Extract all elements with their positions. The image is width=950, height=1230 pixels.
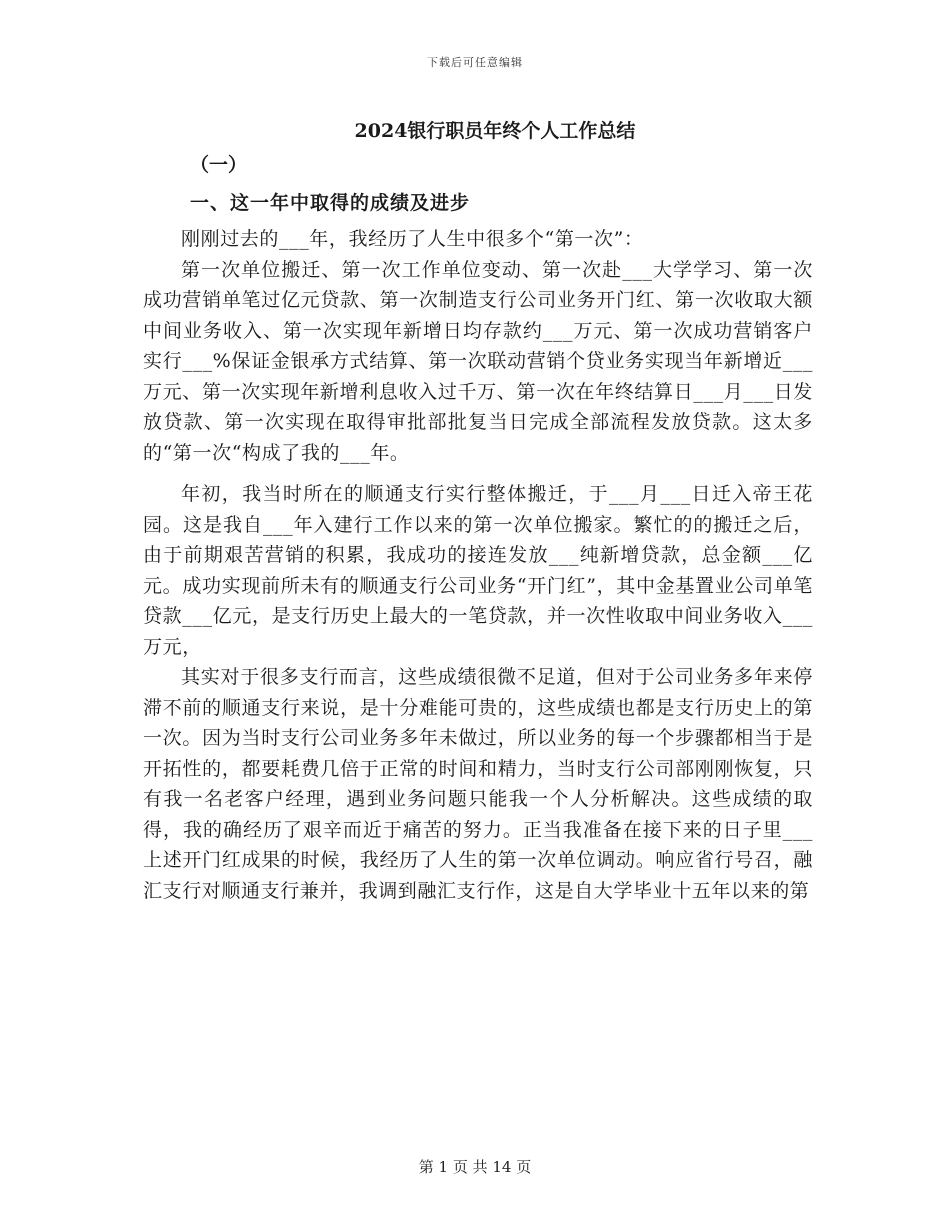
document-title: 2024银行职员年终个人工作总结 — [354, 120, 636, 142]
paragraph-3: 年初，我当时所在的顺通支行实行整体搬迁，于___月___日迁入帝王花园。这是我自___年入建行工作以来的第一次单位搬家。繁忙的的搬迁之后，由于前期艰苦营销的积累，我成功的接连发放___纯新增贷款，总金额___亿元。成功实现前所未有的顺通支行公司业务“开门红”，其中金基置业公司单笔贷款___亿元，是支行历史上最大的一笔贷款，并一次性收取中间业务收入___万元， — [143, 483, 813, 658]
paragraph-1: 刚刚过去的___年，我经历了人生中很多个“第一次”： — [181, 228, 644, 250]
document-subtitle: （一） — [190, 154, 248, 176]
header-note: 下载后可任意编辑 — [427, 56, 523, 69]
section-heading: 一、这一年中取得的成绩及进步 — [190, 192, 471, 214]
paragraph-gap — [143, 468, 813, 479]
paragraph-2: 第一次单位搬迁、第一次工作单位变动、第一次赴___大学学习、第一次成功营销单笔过亿元贷款、第一次制造支行公司业务开门红、第一次收取大额中间业务收入、第一次实现年新增日均存款约___万元、第一次成功营销客户实行___%保证金银承方式结算、第一次联动营销个贷业务实现当年新增近___万元、第一次实现年新增利息收入过千万、第一次在年终结算日___月___日发放贷款、第一次实现在取得审批部批复当日完成全部流程发放贷款。这太多的“第一次“构成了我的___年。 — [143, 258, 813, 464]
paragraph-4: 其实对于很多支行而言，这些成绩很微不足道，但对于公司业务多年来停滞不前的顺通支行来说，是十分难能可贵的，这些成绩也都是支行历史上的第一次。因为当时支行公司业务多年未做过，所以业务的每一个步骤都相当于是开拓性的，都要耗费几倍于正常的时间和精力，当时支行公司部刚刚恢复，只有我一名老客户经理，遇到业务问题只能我一个人分析解决。这些成绩的取得，我的确经历了艰辛而近于痛苦的努力。正当我准备在接下来的日子里___上述开门红成果的时候，我经历了人生的第一次单位调动。响应省行号召，融汇支行对顺通支行兼并，我调到融汇支行作，这是自大学毕业十五年以来的第 — [143, 666, 813, 902]
document-body — [143, 224, 813, 906]
page-number: 第 1 页 共 14 页 — [418, 1158, 532, 1176]
